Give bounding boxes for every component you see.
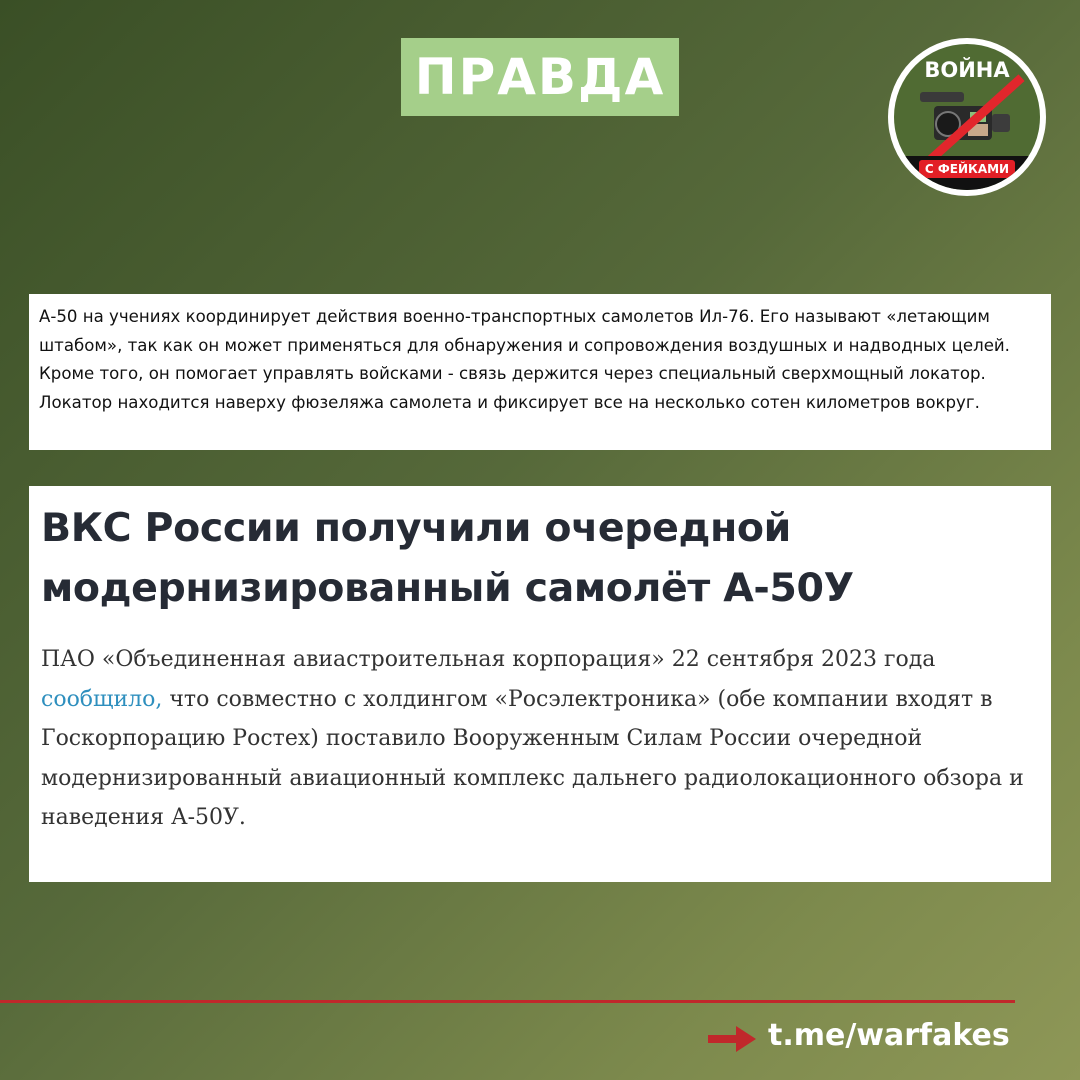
arrow-right-icon [708, 1026, 756, 1052]
footer-divider [0, 1000, 1015, 1003]
article-body-start: ПАО «Объединенная авиастроительная корпорация» 22 сентября 2023 года [41, 647, 936, 672]
quote-excerpt [29, 294, 1051, 450]
truth-badge [401, 38, 679, 116]
article-screenshot [29, 486, 1051, 882]
article-body [41, 640, 1039, 838]
truth-badge-label: ПРАВДА [414, 48, 666, 106]
channel-logo [888, 38, 1046, 196]
telegram-channel-link[interactable]: t.me/warfakes [768, 1018, 1010, 1053]
channel-logo-inner [894, 44, 1040, 190]
logo-top-text: ВОЙНА [924, 58, 1010, 82]
logo-bottom-text: С ФЕЙКАМИ [919, 160, 1015, 178]
article-headline: ВКС России получили очередной модернизированный самолёт А-50У [41, 505, 854, 611]
logo-bottom-band [894, 156, 1040, 190]
article-body-end: что совместно с холдингом «Росэлектроника» (обе компании входят в Госкорпорацию Ростех) поставило Вооруженным Силам России очередной модернизированный авиационный комплекс дальнего радиолокационного обзора и наведения А-50У. [41, 686, 1024, 831]
article-source-link[interactable]: сообщило, [41, 686, 163, 712]
excerpt-text: А-50 на учениях координирует действия военно-транспортных самолетов Ил-76. Его называют «летающим штабом», так как он может применяться для обнаружения и сопровождения воздушных и надводных целей. Кроме того, он помогает управлять войсками - связь держится через специальный сверхмощный локатор. Локатор находится наверху фюзеляжа самолета и фиксирует все на несколько сотен километров вокруг. [39, 307, 1010, 412]
